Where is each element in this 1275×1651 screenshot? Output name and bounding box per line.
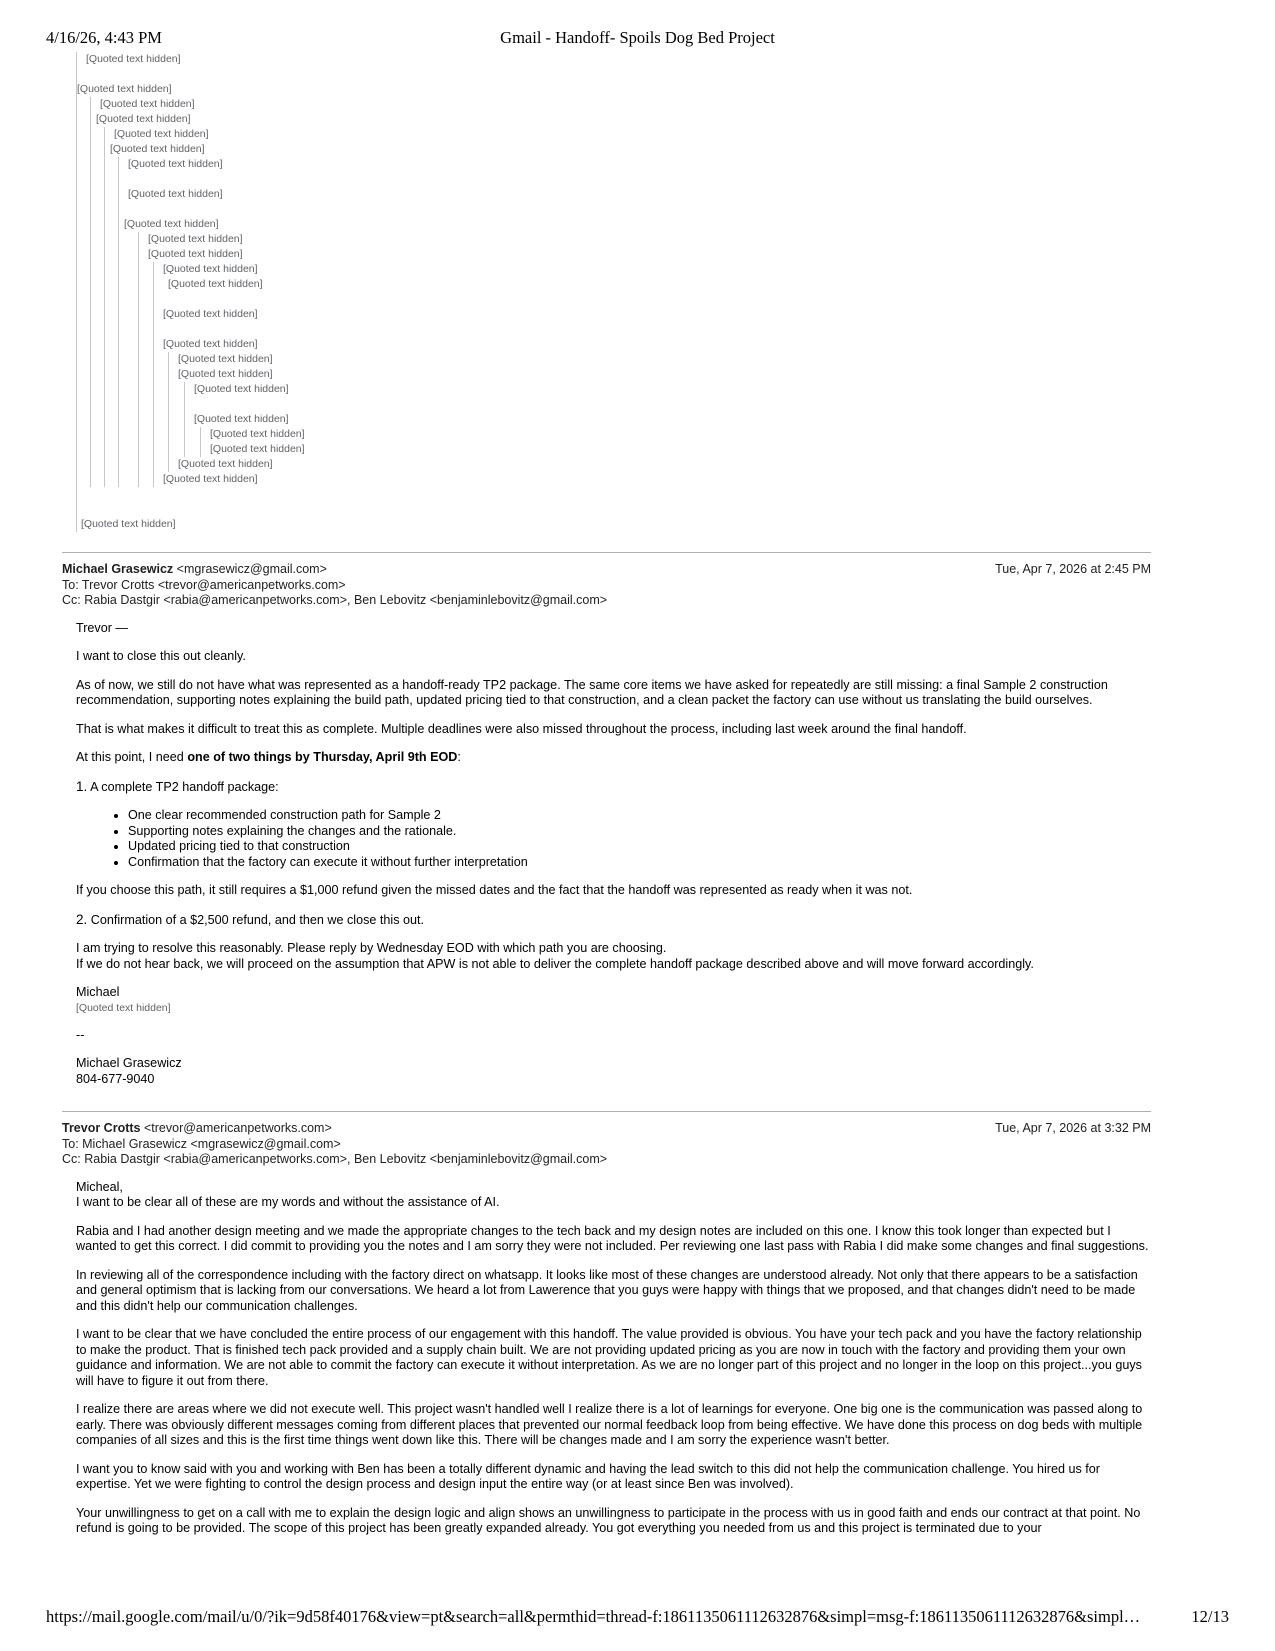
quoted-line: [Quoted text hidden] [96,113,191,125]
item-number: 1. [76,778,88,794]
quote-bar-g [168,352,1151,472]
quoted-line: [Quoted text hidden] [194,383,289,395]
message-header-2 [62,1112,1151,1168]
paragraph: I am trying to resolve this reasonably. Please reply by Wednesday EOD with which path you are choosing. [76,941,667,955]
quoted-line: [Quoted text hidden] [81,518,176,530]
paragraph: If you choose this path, it still requires a $1,000 refund given the missed dates and the fact that the handoff was represented as ready when it was not. [76,883,913,897]
quoted-line: [Quoted text hidden] [210,443,305,455]
paragraph: Rabia and I had another design meeting and we made the appropriate changes to the tech back and my design notes are included on this one. I know this took longer than expected but I wanted to get this correct. I did commit to providing you the notes and I am sorry they were not included. Per reviewing one last pass with Rabia I did make some changes and final suggestions. [76,1223,1149,1253]
quoted-line: [Quoted text hidden] [163,338,258,350]
spacer [62,532,1151,552]
spacer [86,67,1151,82]
quote-bar-c [104,127,1151,487]
quoted-line: [Quoted text hidden] [128,188,223,200]
paragraph: I want to be clear all of these are my words and without the assistance of AI. [76,1195,500,1209]
quoted-line: [Quoted text hidden] [168,278,263,290]
deadline-prefix: At this point, I need [76,750,188,764]
spacer [194,397,1151,412]
print-header-date: 4/16/26, 4:43 PM [46,28,162,47]
paragraph: I want to close this out cleanly. [76,649,246,663]
quoted-line: [Quoted text hidden] [124,218,219,230]
spacer [128,172,1151,187]
print-footer [0,1607,1275,1629]
paragraph: In reviewing all of the correspondence including with the factory direct on whatsapp. It looks like most of these changes are understood already. Not only that there appears to be a satisfaction and general optimism that is lacking from our conversations. We heard a lot from Lawerence that you guys were happy with things that we proposed, and that changes didn't need to be made and this didn't help our communication challenges. [76,1267,1138,1313]
quote-level-1 [62,52,1151,532]
quoted-line: [Quoted text hidden] [178,353,273,365]
deadline-emphasis: one of two things by Thursday, April 9th EOD [187,750,458,764]
footer-url: https://mail.google.com/mail/u/0/?ik=9d58f40176&view=pt&search=all&permthid=thread-f:1861135061112632876&simpl=msg-f:1861135061112632876&simpl… [46,1607,1141,1626]
salutation: Micheal, [76,1179,123,1194]
quoted-line: [Quoted text hidden] [178,368,273,380]
quoted-line: [Quoted text hidden] [210,428,305,440]
quoted-line: [Quoted text hidden] [163,473,258,485]
quoted-text-tree [62,52,1151,532]
quote-bar-d [118,157,1151,487]
quoted-line: [Quoted text hidden] [110,143,205,155]
print-header-title: Gmail - Handoff- Spoils Dog Bed Project [500,28,775,47]
sender-name: Michael Grasewicz [62,562,174,576]
paragraph: As of now, we still do not have what was represented as a handoff-ready TP2 package. The same core items we have asked for repeatedly are still missing: a final Sample 2 construction recommendation, supporting notes explaining the build path, updated pricing tied to that construction, and a clean packet the factory can use without us translating the build ourselves. [76,677,1108,707]
quoted-line: [Quoted text hidden] [163,263,258,275]
paragraph: I realize there are areas where we did not execute well. This project wasn't handled well I realize there is a lot of learnings for everyone. One big one is the communication was passed along to early. There was obviously different messages coming from different places that prevented our normal feedback loop from being effective. We have done this process on dog beds with multiple companies of all sizes and this is the first time things went down like this. There will be changes made and I am sorry the experience wasn't better. [76,1402,1143,1447]
signature-name: Michael Grasewicz [76,1056,182,1070]
message-header-1 [62,553,1151,609]
quote-bar-e [138,232,1151,487]
signature-block [76,1056,1151,1087]
deadline-paragraph [76,750,1151,766]
list-item: • Updated pricing tied to that construction [128,839,1151,855]
message-body-2 [76,1180,1151,1537]
footer-page-number: 12/13 [1191,1607,1229,1626]
list-item: • Confirmation that the factory can execute it without further interpretation [128,855,1151,871]
quoted-line: [Quoted text hidden] [128,158,223,170]
quote-bar-i [200,427,1151,457]
quoted-line: [Quoted text hidden] [194,413,289,425]
paragraph: I want to be clear that we have concluded the entire process of our engagement with this handoff. The value provided is obvious. You have your tech pack and you have the factory relationship to make the product. That is finished tech pack provided and a supply chain built. We are not providing updated pricing as you are now in touch with the factory and providing them your own guidance and information. We are not able to commit the factory can execute it without interpretation. As we are no longer part of this project and no longer in the loop on this project...you guys will have to figure it out from there. [76,1327,1142,1388]
from-line [62,1121,1151,1137]
quote-bar-b [90,97,1151,487]
message-body-1 [76,621,1151,1088]
quoted-line: [Quoted text hidden] [178,458,273,470]
numbered-item-2 [76,912,1151,929]
quoted-line: [Quoted text hidden] [76,1001,171,1014]
spacer [163,322,1151,337]
deadline-suffix: : [457,750,461,764]
requirements-list [76,808,1151,870]
item-text: Confirmation of a $2,500 refund, and then we close this out. [87,912,425,927]
paragraph: Your unwillingness to get on a call with me to explain the design logic and align shows an unwillingness to participate in the process with us in good faith and ends our contract at that point. No refund is going to be provided. The scope of this project has been greatly expanded already. You got everything you needed from us and this project is terminated due to your [76,1505,1141,1535]
list-item: • Supporting notes explaining the changes and the rationale. [128,824,1151,840]
recipients-cc: Cc: Rabia Dastgir <rabia@americanpetworks.com>, Ben Lebovitz <benjaminlebovitz@gmail.com> [62,1152,608,1166]
quoted-line: [Quoted text hidden] [100,98,195,110]
quoted-line: [Quoted text hidden] [148,248,243,260]
quoted-line: [Quoted text hidden] [77,83,172,95]
sender-address: <mgrasewicz@gmail.com> [176,562,327,576]
spacer [163,292,1151,307]
salutation: Trevor — [76,620,129,635]
signature-divider: -- [76,1027,85,1042]
paragraph: If we do not hear back, we will proceed on the assumption that APW is not able to deliver the complete handoff package described above and will move forward accordingly. [76,956,1034,971]
quoted-line: [Quoted text hidden] [148,233,243,245]
quoted-line: [Quoted text hidden] [86,53,181,65]
spacer [128,202,1151,217]
list-item: • One clear recommended construction path for Sample 2 [128,808,1151,824]
quote-bar-h [184,382,1151,457]
print-header [0,28,1275,50]
sender-name: Trevor Crotts [62,1121,141,1135]
from-line [62,562,1151,578]
quote-bar-a [76,52,1151,532]
quoted-line: [Quoted text hidden] [114,128,209,140]
quote-bar-f [153,262,1151,487]
thread-content [62,52,1151,1550]
item-text: A complete TP2 handoff package: [87,779,279,794]
recipients-cc: Cc: Rabia Dastgir <rabia@americanpetworks.com>, Ben Lebovitz <benjaminlebovitz@gmail.com> [62,593,608,607]
signoff: Michael [76,985,120,999]
numbered-item-1 [76,779,1151,796]
signature-phone: 804-677-9040 [76,1071,155,1086]
message-date: Tue, Apr 7, 2026 at 3:32 PM [995,1121,1151,1135]
spacer [62,1087,1151,1111]
sender-address: <trevor@americanpetworks.com> [143,1121,332,1135]
paragraph: I want you to know said with you and working with Ben has been a totally different dynamic and having the lead switch to this did not help the communication challenge. You hired us for expertise. Yet we were fighting to control the design process and design input the entire way (or at least since Ben was involved). [76,1461,1100,1491]
recipients-to: To: Michael Grasewicz <mgrasewicz@gmail.com> [62,1136,341,1151]
spacer [86,502,1151,517]
recipients-to: To: Trevor Crotts <trevor@americanpetworks.com> [62,577,346,592]
paragraph: That is what makes it difficult to treat this as complete. Multiple deadlines were also missed throughout the process, including last week around the final handoff. [76,721,967,736]
quoted-line: [Quoted text hidden] [163,308,258,320]
message-date: Tue, Apr 7, 2026 at 2:45 PM [995,562,1151,576]
spacer [86,487,1151,502]
item-number: 2. [76,911,88,927]
